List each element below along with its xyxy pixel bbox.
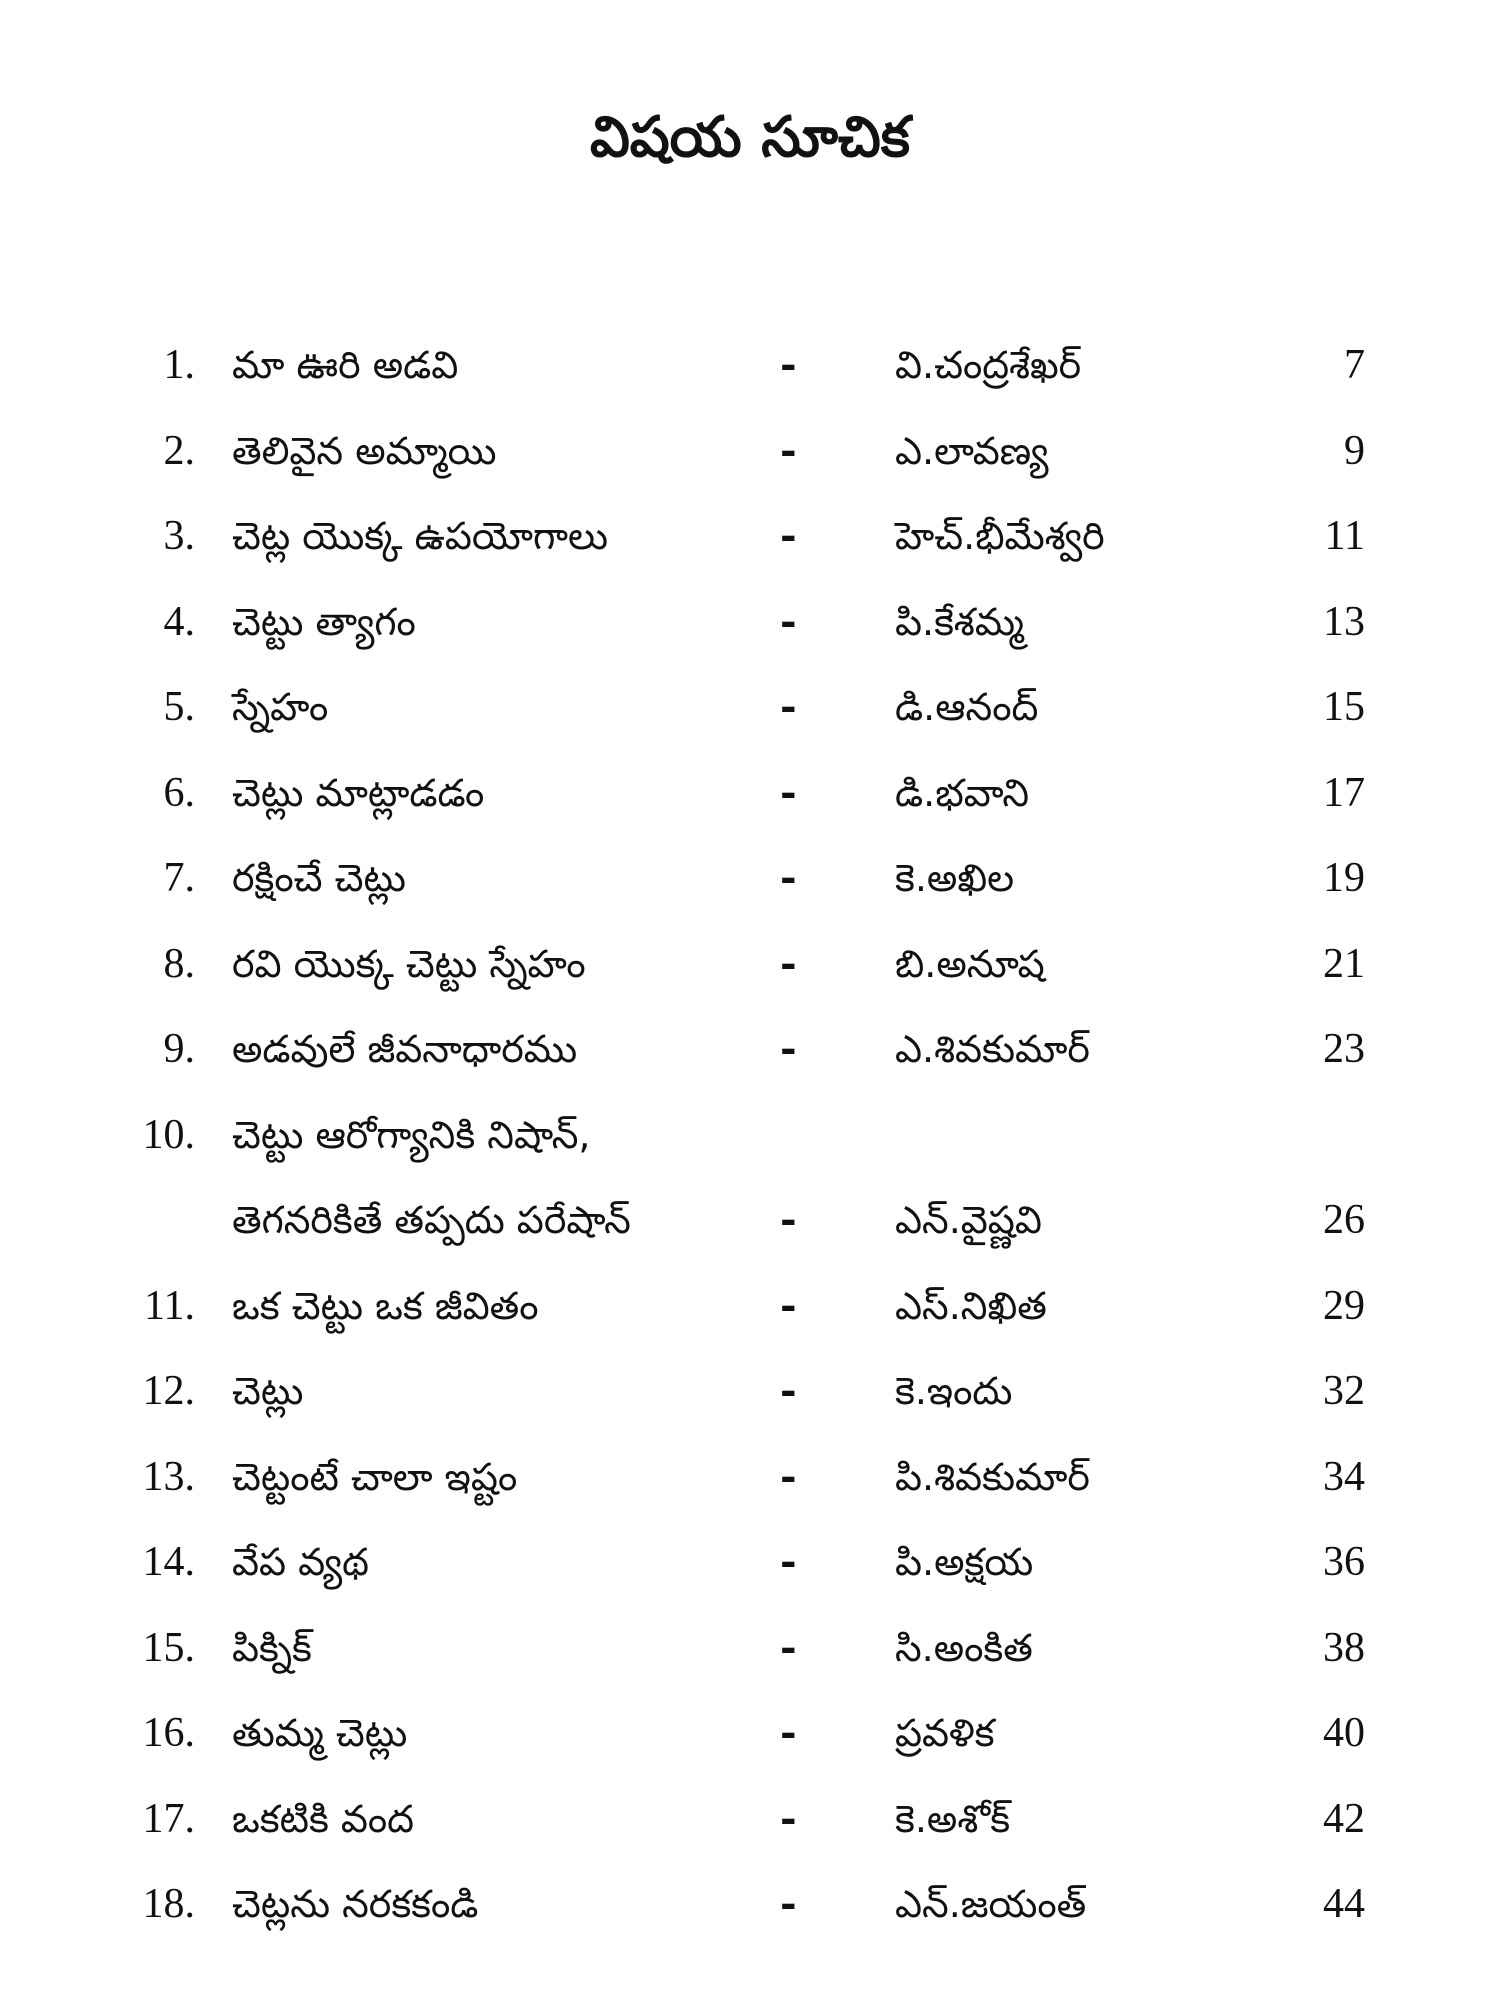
toc-entry <box>0 1351 1500 1431</box>
toc-entry <box>0 1779 1500 1859</box>
entry-number: 15. <box>142 1624 195 1671</box>
entry-title: చెట్లు మాట్లాడడం <box>232 770 485 815</box>
entry-author: పి.కేశమ్మ <box>895 599 1024 644</box>
entry-number: 14. <box>142 1539 195 1585</box>
entry-title: పిక్నిక్ <box>232 1625 312 1670</box>
entry-number: 3. <box>163 513 195 559</box>
entry-title: రవి యొక్క చెట్టు స్నేహం <box>232 941 586 986</box>
entry-title: చెట్టు ఆరోగ్యానికి నిషాన్, <box>232 1112 591 1157</box>
entry-page-number: 13 <box>1323 598 1365 645</box>
entry-number: 11. <box>144 1282 195 1329</box>
entry-author: వి.చంద్రశేఖర్ <box>895 343 1082 387</box>
entry-dash: - <box>780 1709 797 1756</box>
entry-dash: - <box>780 1794 797 1842</box>
entry-page-number: 38 <box>1323 1624 1365 1671</box>
entry-dash: - <box>780 1025 797 1072</box>
entry-page-number: 29 <box>1323 1282 1365 1329</box>
entry-dash: - <box>780 1281 797 1329</box>
entry-number: 4. <box>163 598 195 645</box>
entry-author: ఎన్.వైష్ణవి <box>895 1198 1042 1242</box>
entry-author: హెచ్.భీమేశ్వరి <box>895 514 1105 558</box>
entry-title: చెట్లు <box>232 1369 304 1413</box>
toc-entry <box>0 1693 1500 1773</box>
entry-dash: - <box>780 1452 797 1500</box>
toc-entry <box>0 838 1500 918</box>
entry-author: కె.అశోక్ <box>895 1796 1011 1841</box>
entry-author: ఎన్.జయంత్ <box>895 1882 1087 1926</box>
entry-dash: - <box>780 854 797 901</box>
entry-author: ఎస్.నిఖిత <box>895 1283 1047 1328</box>
entry-dash: - <box>780 1538 797 1585</box>
entry-number: 16. <box>142 1710 195 1756</box>
entry-number: 7. <box>163 855 195 901</box>
entry-dash: - <box>780 426 797 474</box>
entry-dash: - <box>780 1623 797 1671</box>
entry-dash: - <box>780 1880 797 1927</box>
toc-entry <box>0 1266 1500 1346</box>
entry-page-number: 42 <box>1323 1795 1365 1842</box>
entry-title: మా ఊరి అడవి <box>232 343 459 387</box>
entry-title: తెగనరికితే తప్పదు పరేషాన్ <box>232 1198 631 1242</box>
entry-number: 2. <box>163 427 195 474</box>
toc-entry <box>0 1864 1500 1944</box>
entry-author: పి.శివకుమార్ <box>895 1454 1090 1499</box>
entry-title: చెట్టు త్యాగం <box>232 599 416 644</box>
entry-author: కె.అఖిల <box>895 856 1015 900</box>
entry-page-number: 32 <box>1323 1368 1365 1414</box>
entry-page-number: 44 <box>1323 1881 1365 1927</box>
toc-entry <box>0 1180 1500 1260</box>
entry-author: డి.ఆనంద్ <box>895 685 1039 729</box>
entry-title: వేప వ్యథ <box>232 1540 369 1584</box>
entry-author: కె.ఇందు <box>895 1369 1013 1413</box>
toc-entry <box>0 325 1500 405</box>
page-title: విషయ సూచిక <box>589 105 911 170</box>
entry-page-number: 17 <box>1323 769 1365 816</box>
toc-entry <box>0 667 1500 747</box>
entry-dash: - <box>780 597 797 645</box>
entry-title: తెలివైన అమ్మాయి <box>232 428 497 473</box>
toc-entry <box>0 411 1500 491</box>
toc-entry <box>0 924 1500 1004</box>
entry-page-number: 40 <box>1323 1710 1365 1756</box>
entry-page-number: 9 <box>1344 427 1365 474</box>
entry-title: చెట్ల యొక్క ఉపయోగాలు <box>232 514 609 558</box>
entry-title: చెట్లను నరకకండి <box>232 1882 479 1926</box>
entry-number: 17. <box>142 1795 195 1842</box>
entry-author: ఎ.లావణ్య <box>895 428 1049 473</box>
entry-number: 8. <box>163 940 195 987</box>
toc-entry <box>0 1095 1500 1175</box>
toc-entry <box>0 582 1500 662</box>
entry-title: అడవులే జీవనాధారము <box>232 1027 578 1071</box>
entry-title: ఒక చెట్టు ఒక జీవితం <box>232 1283 539 1328</box>
entry-author: ప్రవళిక <box>895 1711 995 1755</box>
entry-author: సి.అంకిత <box>895 1625 1033 1670</box>
entry-title: స్నేహం <box>232 685 329 729</box>
entry-page-number: 26 <box>1323 1197 1365 1243</box>
entry-page-number: 36 <box>1323 1539 1365 1585</box>
entry-number: 9. <box>163 1026 195 1072</box>
entry-page-number: 7 <box>1344 342 1365 388</box>
toc-entry <box>0 1608 1500 1688</box>
entry-page-number: 34 <box>1323 1453 1365 1500</box>
entry-page-number: 15 <box>1323 684 1365 730</box>
entry-number: 10. <box>142 1111 195 1158</box>
entry-page-number: 11 <box>1324 513 1365 559</box>
toc-entry <box>0 1437 1500 1517</box>
entry-dash: - <box>780 768 797 816</box>
entry-title: ఒకటికి వంద <box>232 1796 414 1841</box>
entry-title: రక్షించే చెట్లు <box>232 856 406 900</box>
toc-entry <box>0 1009 1500 1089</box>
entry-title: చెట్టంటే చాలా ఇష్టం <box>232 1454 518 1499</box>
entry-author: ఎ.శివకుమార్ <box>895 1027 1090 1071</box>
entry-number: 6. <box>163 769 195 816</box>
entry-dash: - <box>780 512 797 559</box>
entry-page-number: 19 <box>1323 855 1365 901</box>
entry-number: 12. <box>142 1368 195 1414</box>
entry-author: పి.అక్షయ <box>895 1540 1034 1584</box>
entry-dash: - <box>780 1196 797 1243</box>
entry-dash: - <box>780 683 797 730</box>
entry-title: తుమ్మ చెట్లు <box>232 1711 408 1755</box>
entry-number: 5. <box>163 684 195 730</box>
entry-dash: - <box>780 1367 797 1414</box>
toc-entry <box>0 1522 1500 1602</box>
entry-author: బి.అనూష <box>895 941 1045 986</box>
entry-dash: - <box>780 341 797 388</box>
entry-number: 1. <box>163 342 195 388</box>
entry-number: 13. <box>142 1453 195 1500</box>
entry-number: 18. <box>142 1881 195 1927</box>
entry-dash: - <box>780 939 797 987</box>
entry-page-number: 23 <box>1323 1026 1365 1072</box>
toc-entry <box>0 753 1500 833</box>
toc-entry <box>0 496 1500 576</box>
entry-page-number: 21 <box>1323 940 1365 987</box>
entry-author: డి.భవాని <box>895 770 1030 815</box>
